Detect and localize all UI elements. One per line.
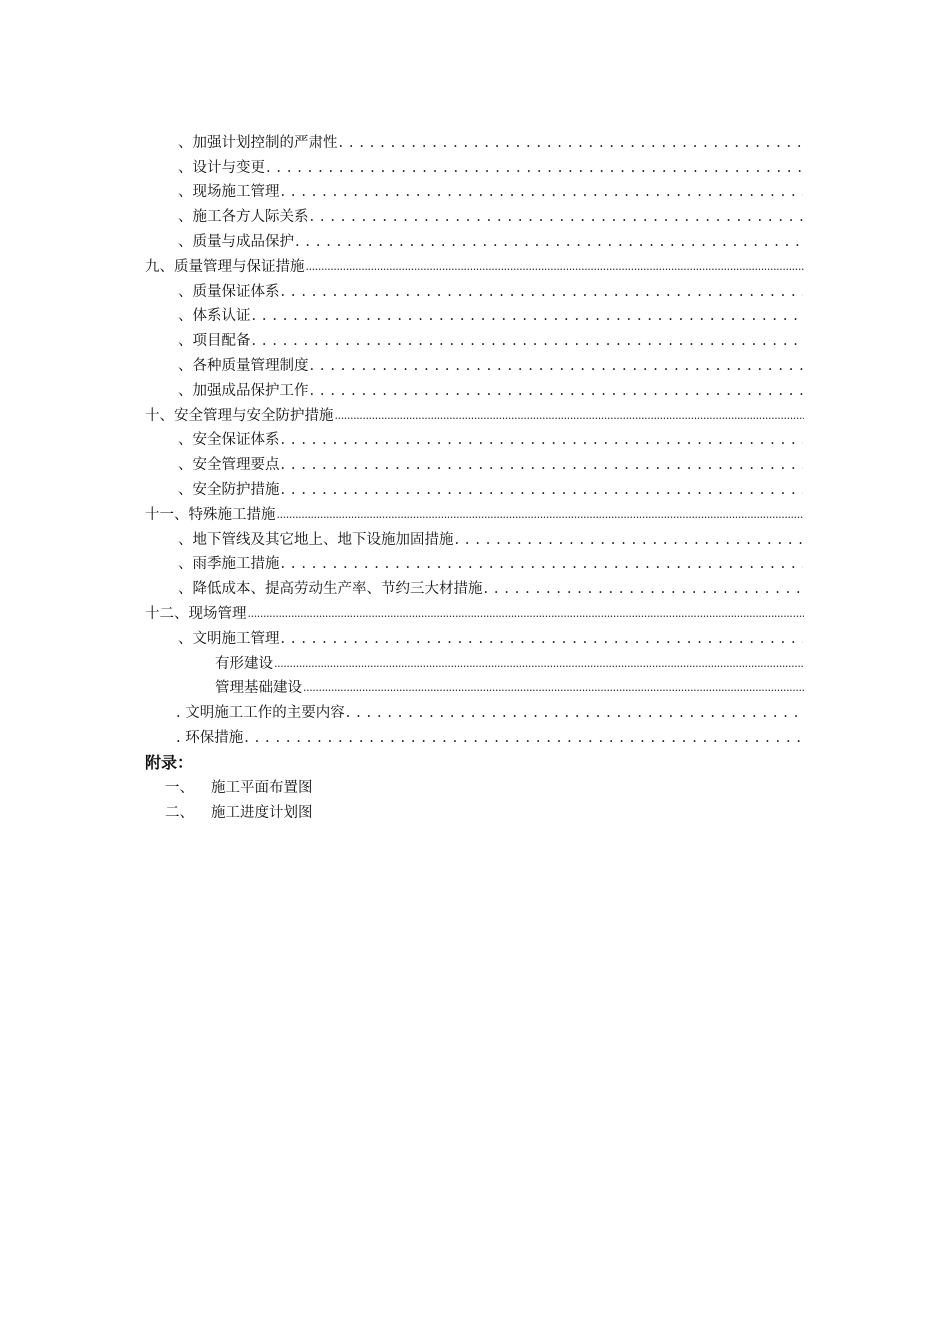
- toc-entry: [0, 375, 803, 400]
- toc-entry-title: 、加强成品保护工作: [178, 382, 309, 399]
- appendix-item: [165, 776, 313, 797]
- toc-entry-title: 十二、现场管理: [145, 605, 247, 622]
- toc-dot-leader: [335, 406, 805, 425]
- toc-entry: [0, 598, 804, 623]
- toc-dot-leader: [244, 729, 803, 747]
- toc-dot-leader: [310, 208, 804, 226]
- toc-dot-leader: [484, 580, 804, 598]
- toc-entry-title: 、安全防护措施: [178, 481, 280, 498]
- toc-entry-title: 、质量保证体系: [178, 283, 280, 300]
- toc-dot-leader: [281, 630, 804, 648]
- appendix-item-text: 施工进度计划图: [211, 805, 313, 821]
- toc-entry-title: 、安全管理要点: [178, 457, 280, 474]
- toc-entry-title: 、现场施工管理: [178, 184, 280, 201]
- toc-dot-leader: [281, 481, 804, 499]
- toc-entry: [0, 400, 804, 425]
- toc-dot-leader: [295, 233, 803, 251]
- toc-entry: [0, 673, 804, 698]
- toc-entry: [0, 474, 803, 499]
- appendix-item-number: 一、: [165, 780, 194, 796]
- toc-entry: [0, 251, 804, 276]
- toc-entry: [0, 499, 804, 524]
- toc-entry-title: 、各种质量管理制度: [178, 357, 309, 374]
- toc-entry: [0, 177, 803, 202]
- appendix-item: [165, 801, 313, 822]
- toc-dot-leader: [281, 456, 804, 474]
- toc-entry: [0, 648, 804, 673]
- toc-entry-title: 十、安全管理与安全防护措施: [145, 407, 334, 424]
- toc-entry: [0, 573, 803, 598]
- toc-entry-title: 、地下管线及其它地上、地下设施加固措施: [178, 531, 454, 548]
- toc-entry-title: . 环保措施: [176, 729, 244, 746]
- toc-entry-title: 九、质量管理与保证措施: [145, 258, 305, 275]
- toc-entry-title: 、安全保证体系: [178, 432, 280, 449]
- toc-dot-leader: [252, 307, 804, 325]
- toc-dot-leader: [252, 332, 804, 350]
- toc-entry: [0, 350, 803, 375]
- toc-dot-leader: [310, 357, 804, 375]
- toc-entry-title: 十一、特殊施工措施: [145, 506, 276, 523]
- table-of-contents: [0, 127, 950, 747]
- toc-entry-title: . 文明施工工作的主要内容: [176, 705, 345, 722]
- toc-dot-leader: [306, 257, 805, 276]
- toc-entry: [0, 127, 803, 152]
- toc-dot-leader: [281, 431, 804, 449]
- toc-dot-leader: [339, 134, 804, 152]
- toc-entry-title: 有形建设: [215, 655, 273, 672]
- toc-dot-leader: [248, 604, 805, 623]
- appendix-heading: 附录：: [145, 753, 194, 772]
- toc-dot-leader: [281, 555, 804, 573]
- toc-dot-leader: [274, 654, 804, 673]
- appendix-item-text: 施工平面布置图: [211, 780, 313, 796]
- toc-entry: [0, 201, 803, 226]
- toc-entry: [0, 524, 803, 549]
- toc-entry-title: 、设计与变更: [178, 159, 265, 176]
- toc-entry: [0, 549, 803, 574]
- toc-entry: [0, 425, 803, 450]
- toc-dot-leader: [310, 382, 804, 400]
- toc-entry: [0, 301, 803, 326]
- toc-entry: [0, 449, 803, 474]
- toc-entry: [0, 697, 803, 722]
- toc-entry-title: 管理基础建设: [215, 680, 302, 697]
- toc-entry-title: 、体系认证: [178, 308, 251, 325]
- toc-entry-title: 、文明施工管理: [178, 630, 280, 647]
- toc-entry-title: 、施工各方人际关系: [178, 209, 309, 226]
- toc-entry: [0, 623, 803, 648]
- toc-entry-title: 、降低成本、提高劳动生产率、节约三大材措施: [178, 581, 483, 598]
- toc-entry: [0, 325, 803, 350]
- toc-dot-leader: [303, 678, 804, 697]
- toc-dot-leader: [346, 704, 803, 722]
- toc-dot-leader: [281, 183, 804, 201]
- toc-entry: [0, 276, 803, 301]
- toc-entry-title: 、加强计划控制的严肃性: [178, 134, 338, 151]
- toc-entry-title: 、雨季施工措施: [178, 556, 280, 573]
- toc-dot-leader: [455, 531, 804, 549]
- toc-entry-title: 、质量与成品保护: [178, 233, 294, 250]
- appendix-item-number: 二、: [165, 805, 194, 821]
- toc-dot-leader: [277, 505, 805, 524]
- toc-entry: [0, 152, 803, 177]
- toc-entry-title: 、项目配备: [178, 333, 251, 350]
- toc-entry: [0, 722, 803, 747]
- toc-dot-leader: [281, 283, 804, 301]
- toc-entry: [0, 226, 803, 251]
- toc-dot-leader: [266, 159, 803, 177]
